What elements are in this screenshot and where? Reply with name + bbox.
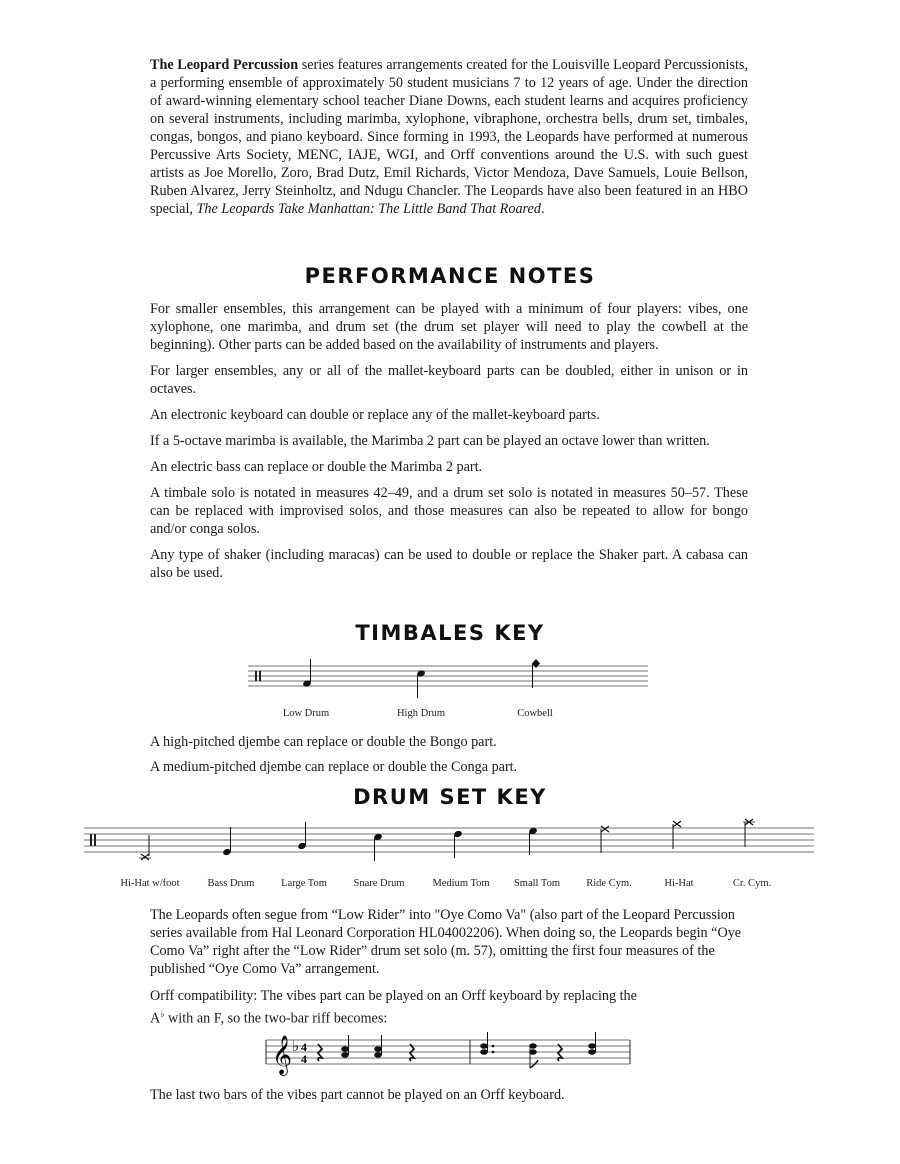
drum-set-label: Medium Tom [432,878,490,889]
drum-set-label: Ride Cym. [586,878,632,889]
drum-set-label: Hi-Hat [664,878,694,889]
drum-set-label: Cr. Cym. [732,878,772,889]
orff-section [150,906,750,1037]
crash-cymbal-note [743,819,755,847]
timbales-label: Cowbell [517,708,553,719]
orff-note-letter: A [150,1010,161,1027]
performance-notes [150,300,748,590]
intro-paragraph [150,56,748,218]
drum-set-label: Bass Drum [207,878,255,889]
last-note: The last two bars of the vibes part cannot be played on an Orff keyboard. [150,1087,565,1103]
intro-end: . [540,201,545,217]
drum-set-key-heading: DRUM SET KEY [353,785,547,809]
note-paragraph: An electric bass can replace or double the Marimba 2 part. [150,459,483,475]
medium-tom-note [453,830,463,858]
orff-riff-staff [0,1030,900,1080]
key-flat-icon: ♭ [292,1039,300,1055]
drum-set-label: Large Tom [281,878,327,889]
cowbell-note [532,659,540,688]
intro-section [150,56,748,218]
hihat-foot-note [139,835,151,860]
chord-note [341,1035,349,1058]
drum-set-label: Hi-Hat w/foot [120,878,180,889]
timbales-key-heading: TIMBALES KEY [355,621,545,645]
note-paragraph: A timbale solo is notated in measures 42–49, and a drum set solo is notated in measures 50–57. These can be replaced with improvised solos, and those measures can also be repeated to allow for bongo and/or conga solos. [150,485,748,537]
quarter-rest-icon [410,1044,414,1061]
chord-note [588,1032,596,1055]
note-paragraph: An electronic keyboard can double or replace any of the mallet-keyboard parts. [150,407,600,423]
note-paragraph: For smaller ensembles, this arrangement can be played with a minimum of four players: vibes, one xylophone, one marimba, and drum set (the drum set player will need to play the cowbell at the beginning). Other parts can be added based on the availability of instruments and players. [150,301,748,353]
high-drum-note [416,669,426,698]
small-tom-note [528,827,538,855]
performance-notes-heading: PERFORMANCE NOTES [304,264,596,288]
snare-drum-note [373,833,383,861]
staff-lines [266,1040,630,1064]
segue-paragraph: The Leopards often segue from “Low Rider” into "Oye Como Va" (also part of the Leopard Percussion series available from Hal Leonard Corporation HL04002206). When doing so, the Leopards begin “Oye Como Va” right after the “Low Rider” drum set solo (m. 57), omitting the first four measures of the published “Oye Como Va” arrangement. [150,907,742,977]
chord-note [374,1035,382,1058]
low-drum-note [302,659,312,688]
quarter-rest-icon [318,1044,322,1061]
orff-compat-line1: Orff compatibility: The vibes part can be played on an Orff keyboard by replacing the [150,988,637,1004]
special-title: The Leopards Take Manhattan: The Little Band That Roared [196,201,541,217]
note-paragraph: Any type of shaker (including maracas) can be used to double or replace the Shaker part. A cabasa can also be used. [150,547,748,581]
bass-drum-note [222,827,232,856]
note-paragraph: If a 5-octave marimba is available, the Marimba 2 part can be played an octave lower than written. [150,433,710,449]
orff-compat-line2: with an F, so the two-bar riff becomes: [164,1010,388,1027]
note-paragraph: For larger ensembles, any or all of the mallet-keyboard parts can be doubled, either in unison or in octaves. [150,363,748,397]
ride-cymbal-note [601,826,609,853]
timbales-label: Low Drum [282,708,330,719]
drum-set-label: Small Tom [513,878,561,889]
time-sig-top: 4 [301,1040,307,1054]
djembe-notes [150,733,748,783]
timbales-label: High Drum [396,708,446,719]
series-name: The Leopard Percussion [150,57,299,73]
intro-body: series features arrangements created for the Louisville Leopard Percussionists, a performing ensemble of approximately 50 student musicians 7 to 12 years of age. Under the direction of award-winning elementary school teacher Diane Downs, each student learns and acquires proficiency on several instruments, including marimba, xylophone, vibraphone, orchestra bells, drum set, timbales, congas, bongos, and piano keyboard. Since forming in 1993, the Leopards have performed at numerous Percussive Arts Society, MENC, IAJE, WGI, and Orff conventions around the U.S. with such guest artists as Joe Morello, Zoro, Brad Dutz, Emil Richards, Victor Mendoza, Dave Samuels, Louie Bellson, Ruben Alvarez, Jerry Steinholtz, and Ndugu Chancler. The Leopards have also been featured in an HBO special, [150,57,748,217]
drum-set-key-staff [0,815,900,895]
time-sig-bottom: 4 [301,1052,307,1066]
djembe-paragraph: A high-pitched djembe can replace or double the Bongo part. [150,734,497,750]
flat-symbol: ♭ [160,1009,165,1019]
drum-set-label: Snare Drum [353,878,405,889]
quarter-rest-icon [558,1044,562,1061]
djembe-paragraph: A medium-pitched djembe can replace or double the Conga part. [150,759,518,775]
orff-compat-paragraph [150,987,750,1028]
dotted-chord-note [480,1032,494,1055]
large-tom-note [297,822,307,850]
treble-clef-icon: 𝄞 [272,1037,293,1074]
hihat-note [673,821,681,849]
last-note-section [150,1086,748,1104]
staff-lines [84,828,814,852]
timbales-key-staff [0,648,900,728]
